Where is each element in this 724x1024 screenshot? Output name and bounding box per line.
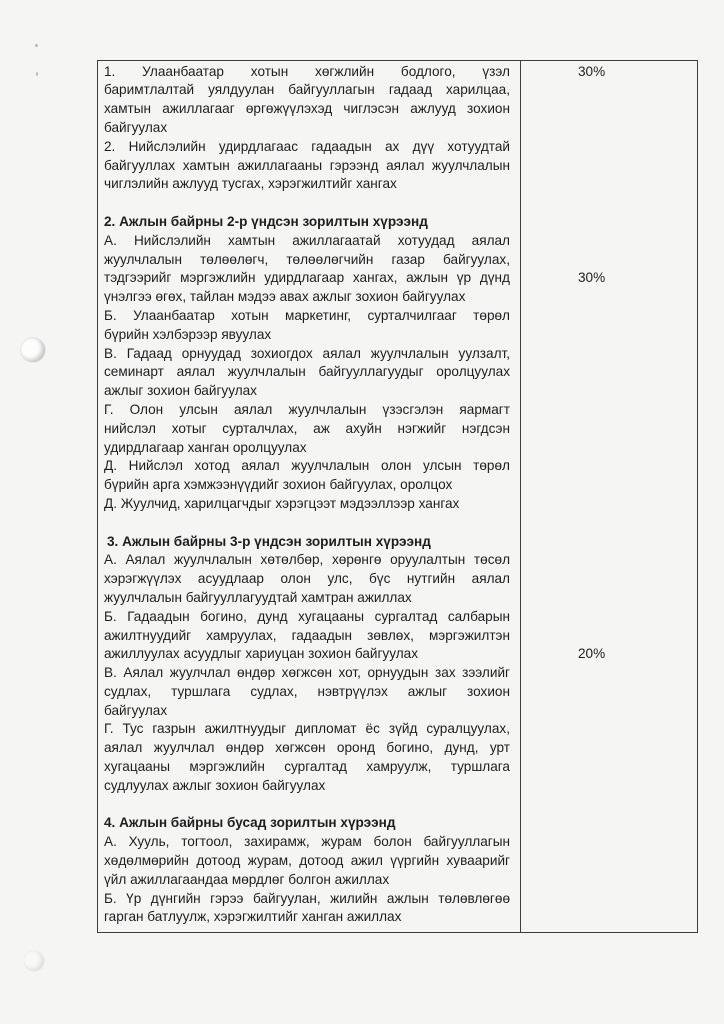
- scan-speck: [35, 44, 38, 47]
- duty-line: ажиллуулах асуудлыг хариуцан зохион байгуулах: [104, 646, 419, 662]
- section-2: [104, 213, 510, 514]
- weight-percent: 30%: [578, 270, 606, 286]
- duty-item: [104, 138, 510, 194]
- duty-line: баримтлалтай уялдуулан байгууллагын гадаад харилцаа,: [104, 82, 510, 98]
- duty-line: жуулчлалын төлөөлөгч, төлөөлөгчийн газар байгуулах,: [104, 251, 510, 267]
- weight-percent: 30%: [578, 63, 606, 79]
- section-4: [104, 814, 510, 927]
- punch-hole-icon: [21, 338, 45, 362]
- duty-line: В. Аялал жуулчлал өндөр хөгжсөн хот, орнуудын зах зээлийг: [104, 665, 510, 681]
- duty-line: ажилтнуудийг хамруулах, гадаадын зөвлөх, мэргэжилтэн: [104, 627, 510, 643]
- duty-line: үйл ажиллагаандаа мөрдлөг болгон ажиллах: [104, 871, 390, 887]
- weight-percent: 20%: [578, 646, 606, 662]
- section-3: [104, 533, 510, 796]
- duty-item: [104, 401, 510, 457]
- duty-line: хэрэгжүүлэх асуудлаар олон улс, бүс нутгийн аялал: [104, 571, 510, 587]
- duty-line: жуулчлалын байгууллагуудтай хамтран ажиллах: [104, 589, 412, 605]
- duty-item: [104, 63, 510, 138]
- section-spacer: [104, 796, 510, 815]
- scan-speck: [36, 72, 38, 76]
- punch-hole-icon: [24, 951, 44, 971]
- duty-line: А. Аялал жуулчлалын хөтөлбөр, хөрөнгө оруулалтын төсөл: [104, 552, 510, 568]
- duty-item: [104, 307, 510, 345]
- duty-line: тэдгээрийг мэргэжлийн удирдлагаар хангах, ажлын үр дүнд: [104, 270, 510, 286]
- duty-item: [104, 720, 510, 795]
- duty-line: семинарт аялал жуулчлалын байгууллагуудыг оролцуулах: [104, 364, 510, 380]
- duty-line: байгуулах: [104, 119, 168, 135]
- duty-line: Г. Тус газрын ажилтнуудыг дипломат ёс зүйд суралцуулах,: [104, 721, 510, 737]
- duty-line: 2. Нийслэлийн удирдлагаас гадаадын ах дүү хотуудтай: [104, 138, 510, 154]
- duty-line: 1. Улаанбаатар хотын хөгжлийн бодлого, үзэл: [104, 63, 510, 79]
- duty-line: хамтын ажиллагааг өргөжүүлэхэд чиглэсэн ажлууд зохион: [104, 101, 510, 117]
- duty-item: [104, 232, 510, 307]
- duty-item: [104, 345, 510, 401]
- duty-item: [104, 608, 510, 664]
- duty-line: аялал жуулчлал өндөр хөгжсөн оронд богино, дунд, урт: [104, 740, 510, 756]
- duty-line: Б. Үр дүнгийн гэрээ байгуулан, жилийн ажлын төлөвлөгөө: [104, 890, 510, 906]
- duty-line: Д. Нийслэл хотод аялал жуулчлалын олон улсын төрөл: [104, 458, 510, 474]
- duty-item: [104, 457, 510, 495]
- duty-item: [104, 495, 510, 514]
- duty-line: А. Хууль, тогтоол, захирамж, журам болон байгууллагын: [104, 834, 510, 850]
- duty-line: Д. Жуулчид, харилцагчдыг хэрэгцээт мэдээллээр хангах: [104, 495, 460, 511]
- duty-line: гарган батлуулж, хэрэгжилтийг ханган ажиллах: [104, 909, 402, 925]
- duty-item: [104, 890, 510, 928]
- column-divider: [520, 61, 521, 932]
- duty-item: [104, 833, 510, 889]
- duty-line: байгуулах: [104, 702, 168, 718]
- duty-line: хөдөлмөрийн дотоод журам, дотоод ажил үүргийн хуваарийг: [104, 853, 510, 869]
- duty-line: удирдлагаар ханган оролцуулах: [104, 439, 307, 455]
- duty-line: судлуулах ажлыг зохион байгуулах: [104, 777, 326, 793]
- section-heading: 3. Ажлын байрны 3-р үндсэн зорилтын хүрээнд: [107, 533, 431, 549]
- duty-line: бүрийн арга хэмжээнүүдийг зохион байгуулах, оролцох: [104, 477, 453, 493]
- duty-line: А. Нийслэлийн хамтын ажиллагаатай хотуудад аялал: [104, 232, 510, 248]
- section-spacer: [104, 514, 510, 533]
- duty-line: нийслэл хотыг сурталчлах, аж ахуйн нэгжийг нэгдсэн: [104, 420, 510, 436]
- duty-item: [104, 551, 510, 607]
- section-1: [104, 63, 510, 195]
- section-heading: 4. Ажлын байрны бусад зорилтын хүрээнд: [104, 815, 396, 831]
- duty-item: [104, 664, 510, 720]
- duty-line: Б. Гадаадын богино, дунд хугацааны сургалтад салбарын: [104, 608, 510, 624]
- section-spacer: [104, 194, 510, 213]
- duty-line: В. Гадаад орнуудад зохиогдох аялал жуулчлалын уулзалт,: [104, 345, 510, 361]
- duty-line: судлах, туршлага судлах, нэвтрүүлэх ажлыг зохион: [104, 683, 510, 699]
- duty-line: чиглэлийн ажлууд тусгах, хэрэгжилтийг хангах: [104, 176, 397, 192]
- duty-line: Б. Улаанбаатар хотын маркетинг, сурталчилгааг төрөл: [104, 307, 510, 323]
- duty-line: үнэлгээ өгөх, тайлан мэдээ авах ажлыг зохион байгуулах: [104, 289, 466, 305]
- duty-line: бүрийн хэлбэрээр явуулах: [104, 326, 272, 342]
- section-heading: 2. Ажлын байрны 2-р үндсэн зорилтын хүрээнд: [104, 213, 428, 229]
- duty-line: ажлыг зохион байгуулах: [104, 383, 257, 399]
- duty-line: хугацааны мэргэжлийн сургалтад хамруулж, туршлага: [104, 759, 510, 775]
- duty-line: байгууллах хамтын ажиллагааны гэрээнд аялал жуулчлалын: [104, 157, 510, 173]
- duty-line: Г. Олон улсын аялал жуулчлалын үзэсгэлэн яармагт: [104, 401, 510, 417]
- duties-column: [104, 63, 510, 928]
